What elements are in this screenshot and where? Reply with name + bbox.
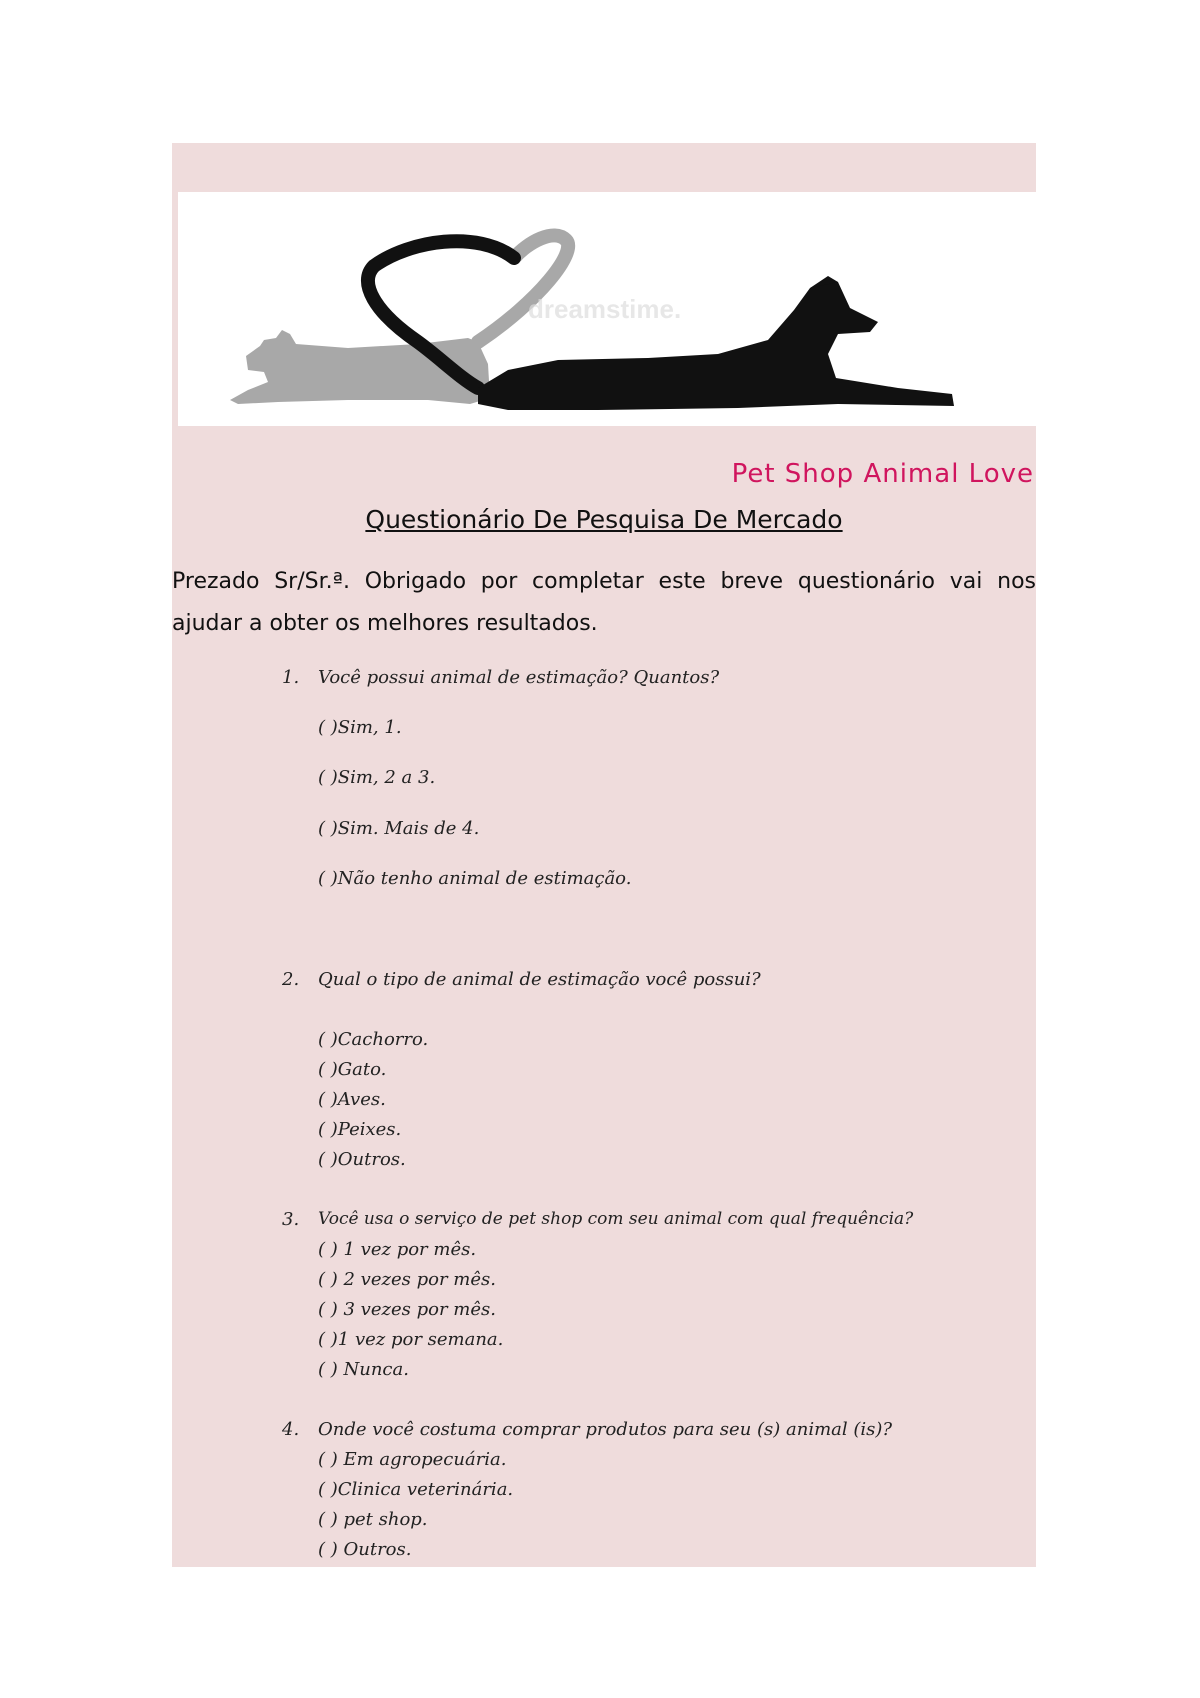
question-number: 1. (282, 667, 300, 688)
option-checkbox[interactable]: ( )Peixes. (318, 1119, 402, 1140)
option-checkbox[interactable]: ( )Clinica veterinária. (318, 1479, 514, 1500)
option-checkbox[interactable]: ( ) 3 vezes por mês. (318, 1299, 496, 1320)
questionnaire-page (172, 143, 1036, 1567)
option-checkbox[interactable]: ( ) Outros. (318, 1539, 412, 1560)
page-title: Questionário De Pesquisa De Mercado (365, 505, 843, 534)
question-number: 3. (282, 1209, 300, 1230)
question-number: 4. (282, 1419, 300, 1440)
brand-name: Pet Shop Animal Love (731, 459, 1034, 489)
option-checkbox[interactable]: ( )Aves. (318, 1089, 386, 1110)
option-checkbox[interactable]: ( )Cachorro. (318, 1029, 429, 1050)
option-checkbox[interactable]: ( ) 2 vezes por mês. (318, 1269, 496, 1290)
option-checkbox[interactable]: ( ) Nunca. (318, 1359, 409, 1380)
logo-watermark: dreamstime. (528, 294, 682, 324)
option-checkbox[interactable]: ( )Sim, 2 a 3. (318, 767, 436, 788)
option-checkbox[interactable]: ( ) 1 vez por mês. (318, 1239, 477, 1260)
option-checkbox[interactable]: ( )1 vez por semana. (318, 1329, 504, 1350)
option-checkbox[interactable]: ( )Gato. (318, 1059, 387, 1080)
option-checkbox[interactable]: ( ) Em agropecuária. (318, 1449, 507, 1470)
intro-paragraph: Prezado Sr/Sr.ª. Obrigado por completar este breve questionário vai nos ajudar a obter os melhores resultados. (172, 569, 1036, 636)
question-text: Onde você costuma comprar produtos para seu (s) animal (is)? (318, 1419, 893, 1440)
question-text: Você possui animal de estimação? Quantos? (318, 667, 720, 688)
question-text: Você usa o serviço de pet shop com seu animal com qual frequência? (318, 1209, 914, 1229)
option-checkbox[interactable]: ( )Não tenho animal de estimação. (318, 868, 632, 889)
option-checkbox[interactable]: ( )Outros. (318, 1149, 406, 1170)
question-text: Qual o tipo de animal de estimação você possui? (318, 969, 761, 990)
option-checkbox[interactable]: ( ) pet shop. (318, 1509, 428, 1530)
option-checkbox[interactable]: ( )Sim, 1. (318, 717, 402, 738)
question-number: 2. (282, 969, 300, 990)
logo-banner (178, 192, 1036, 426)
pet-love-logo (178, 192, 1036, 426)
option-checkbox[interactable]: ( )Sim. Mais de 4. (318, 818, 480, 839)
